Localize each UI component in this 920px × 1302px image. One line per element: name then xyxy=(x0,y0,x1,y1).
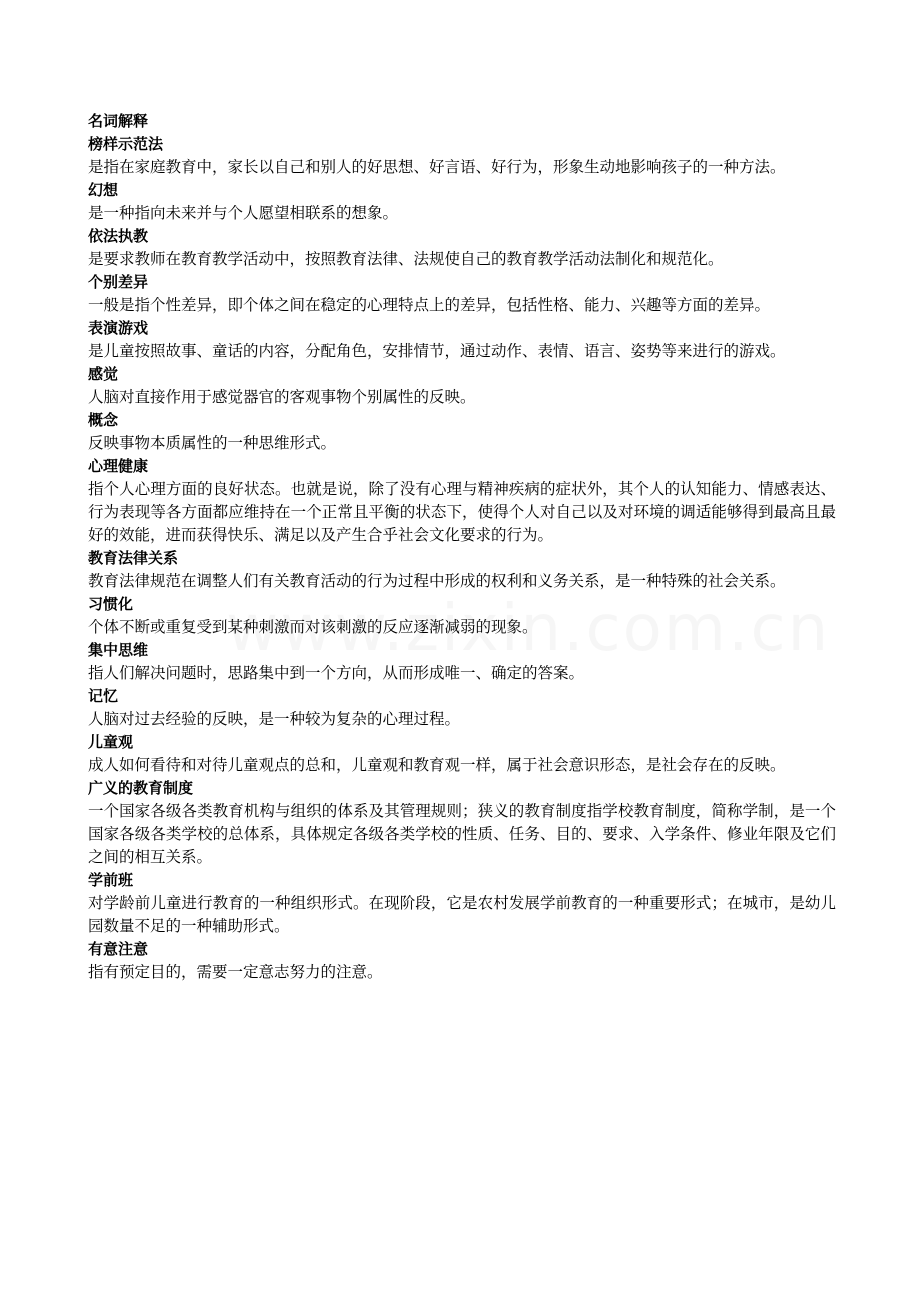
glossary-term: 广义的教育制度 xyxy=(88,779,194,797)
glossary-definition: 是指在家庭教育中，家长以自己和别人的好思想、好言语、好行为，形象生动地影响孩子的一种方法。 xyxy=(88,158,786,176)
glossary-term: 依法执教 xyxy=(88,227,149,245)
glossary-list xyxy=(88,133,836,984)
glossary-term: 集中思维 xyxy=(88,641,149,659)
glossary-term: 幻想 xyxy=(88,181,119,199)
glossary-entry xyxy=(88,547,836,593)
glossary-term: 心理健康 xyxy=(88,457,149,475)
glossary-term: 感觉 xyxy=(88,365,119,383)
glossary-entry xyxy=(88,409,836,455)
glossary-definition: 是儿童按照故事、童话的内容，分配角色，安排情节，通过动作、表情、语言、姿势等来进行的游戏。 xyxy=(88,342,786,360)
glossary-entry xyxy=(88,179,836,225)
glossary-entry xyxy=(88,133,836,179)
glossary-definition: 指人们解决问题时，思路集中到一个方向，从而形成唯一、确定的答案。 xyxy=(88,664,585,682)
glossary-definition: 成人如何看待和对待儿童观点的总和，儿童观和教育观一样，属于社会意识形态，是社会存在的反映。 xyxy=(88,756,786,774)
glossary-definition: 是一种指向未来并与个人愿望相联系的想象。 xyxy=(88,204,399,222)
glossary-entry xyxy=(88,777,836,869)
glossary-entry xyxy=(88,593,836,639)
glossary-entry xyxy=(88,317,836,363)
glossary-entry xyxy=(88,869,836,938)
glossary-term: 表演游戏 xyxy=(88,319,149,337)
glossary-definition: 教育法律规范在调整人们有关教育活动的行为过程中形成的权利和义务关系，是一种特殊的社会关系。 xyxy=(88,572,786,590)
glossary-definition: 对学龄前儿童进行教育的一种组织形式。在现阶段，它是农村发展学前教育的一种重要形式；在城市，是幼儿园数量不足的一种辅助形式。 xyxy=(88,894,836,935)
glossary-term: 教育法律关系 xyxy=(88,549,179,567)
glossary-term: 个别差异 xyxy=(88,273,149,291)
glossary-definition: 指个人心理方面的良好状态。也就是说，除了没有心理与精神疾病的症状外，其个人的认知能力、情感表达、行为表现等各方面都应维持在一个正常且平衡的状态下，使得个人对自己以及对环境的调适能够得到最高且最好的效能，进而获得快乐、满足以及产生合乎社会文化要求的行为。 xyxy=(88,480,836,544)
glossary-entry xyxy=(88,455,836,547)
glossary-term: 习惯化 xyxy=(88,595,134,613)
glossary-term: 概念 xyxy=(88,411,119,429)
glossary-definition: 人脑对过去经验的反映，是一种较为复杂的心理过程。 xyxy=(88,710,461,728)
glossary-entry xyxy=(88,271,836,317)
glossary-definition: 反映事物本质属性的一种思维形式。 xyxy=(88,434,337,452)
glossary-definition: 指有预定目的，需要一定意志努力的注意。 xyxy=(88,963,383,981)
glossary-entry xyxy=(88,225,836,271)
glossary-term: 榜样示范法 xyxy=(88,135,164,153)
glossary-definition: 是要求教师在教育教学活动中，按照教育法律、法规使自己的教育教学活动法制化和规范化。 xyxy=(88,250,724,268)
glossary-entry xyxy=(88,685,836,731)
glossary-term: 儿童观 xyxy=(88,733,134,751)
glossary-term: 记忆 xyxy=(88,687,119,705)
glossary-term: 有意注意 xyxy=(88,940,149,958)
glossary-definition: 一个国家各级各类教育机构与组织的体系及其管理规则；狭义的教育制度指学校教育制度，简称学制，是一个国家各级各类学校的总体系，具体规定各级各类学校的性质、任务、目的、要求、入学条件、修业年限及它们之间的相互关系。 xyxy=(88,802,836,866)
glossary-entry xyxy=(88,639,836,685)
glossary-entry xyxy=(88,363,836,409)
glossary-entry xyxy=(88,938,836,984)
glossary-definition: 个体不断或重复受到某种刺激而对该刺激的反应逐渐减弱的现象。 xyxy=(88,618,538,636)
glossary-definition: 一般是指个性差异，即个体之间在稳定的心理特点上的差异，包括性格、能力、兴趣等方面的差异。 xyxy=(88,296,771,314)
glossary-entry xyxy=(88,731,836,777)
document-page xyxy=(88,110,836,984)
section-heading: 名词解释 xyxy=(88,112,149,130)
glossary-term: 学前班 xyxy=(88,871,134,889)
glossary-definition: 人脑对直接作用于感觉器官的客观事物个别属性的反映。 xyxy=(88,388,476,406)
